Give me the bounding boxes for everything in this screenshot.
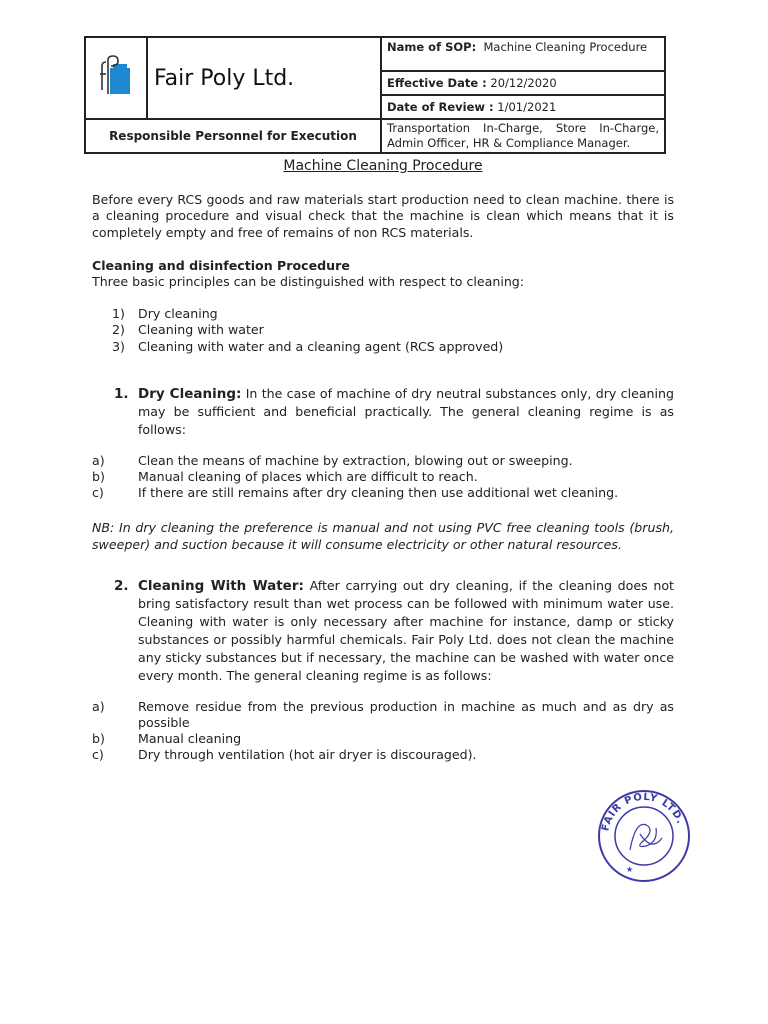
list-item: c) If there are still remains after dry cleaning then use additional wet cleaning.	[92, 485, 619, 501]
water-cleaning-text: After carrying out dry cleaning, if the cleaning does not bring satisfactory result than wet process can be followed with minimum water use. Cleaning with water is only necessary after machine for instance, damp or sticky substances or possibly harmful chemicals. Fair Poly Ltd. does not clean the machine any sticky substances but if necessary, the machine can be washed with water once every month. The general cleaning regime is as follows:	[138, 577, 674, 683]
dry-cleaning-steps	[92, 453, 674, 502]
company-name-cell	[147, 37, 381, 119]
document-title: Machine Cleaning Procedure	[283, 158, 483, 174]
list-item: 2) Cleaning with water	[112, 322, 264, 338]
list-item: a) Clean the means of machine by extraction, blowing out or sweeping.	[92, 452, 573, 468]
responsible-personnel-list: Transportation In-Charge, Store In-Charge, Admin Officer, HR & Compliance Manager.	[381, 119, 665, 153]
list-item: a) Remove residue from the previous production in machine as much and as dry as possible	[92, 698, 674, 731]
nb-note: NB: In dry cleaning the preference is manual and not using PVC free cleaning tools (brush, sweeper) and suction because it will consume electricity or other natural resources.	[92, 520, 674, 552]
water-cleaning-item	[92, 577, 674, 685]
dry-cleaning-heading: Dry Cleaning:	[138, 385, 242, 402]
review-date-label: Date of Review :	[387, 100, 494, 114]
section-heading: Cleaning and disinfection Procedure	[92, 257, 350, 273]
review-date-cell	[381, 95, 665, 119]
list-item: 1) Dry cleaning	[112, 306, 218, 322]
list-item: b) Manual cleaning	[92, 731, 242, 747]
list-item: c) Dry through ventilation (hot air dryer is discouraged).	[92, 747, 477, 763]
intro-paragraph: Before every RCS goods and raw materials start production need to clean machine. there is a cleaning procedure and visual check that the machine is clean which means that it is completely empty and free of remains of non RCS materials.	[92, 192, 674, 240]
svg-text:FAIR POLY LTD.	[600, 792, 686, 832]
sop-name-value: Machine Cleaning Procedure	[483, 40, 648, 54]
list-item: b) Manual cleaning of places which are difficult to reach.	[92, 469, 478, 485]
item-number: 2.	[114, 577, 129, 594]
dry-cleaning-text: In the case of machine of dry neutral substances only, dry cleaning may be sufficient and beneficial practically. The general cleaning regime is as follows:	[138, 385, 675, 437]
list-item: 3) Cleaning with water and a cleaning agent (RCS approved)	[112, 338, 504, 354]
sop-name-cell	[381, 37, 665, 71]
item-number: 1.	[114, 385, 129, 402]
sop-name-label: Name of SOP:	[387, 40, 477, 54]
document-body	[92, 158, 674, 764]
water-cleaning-steps	[92, 699, 674, 764]
effective-date-cell	[381, 71, 665, 95]
company-stamp-icon	[596, 788, 692, 884]
company-name: Fair Poly Ltd.	[154, 65, 295, 91]
section-intro: Three basic principles can be distinguished with respect to cleaning:	[92, 274, 525, 290]
fair-poly-logo-icon	[96, 54, 136, 98]
dry-cleaning-item	[92, 385, 674, 439]
stamp-text: FAIR POLY LTD.	[600, 791, 686, 833]
company-logo	[85, 37, 147, 119]
sop-header-table	[84, 36, 666, 154]
water-cleaning-heading: Cleaning With Water:	[138, 577, 304, 594]
effective-date-value: 20/12/2020	[490, 76, 557, 90]
principles-list	[92, 306, 674, 355]
responsible-personnel-label: Responsible Personnel for Execution	[85, 119, 381, 153]
svg-text:★: ★	[626, 865, 634, 874]
review-date-value: 1/01/2021	[497, 100, 557, 114]
effective-date-label: Effective Date :	[387, 76, 487, 90]
